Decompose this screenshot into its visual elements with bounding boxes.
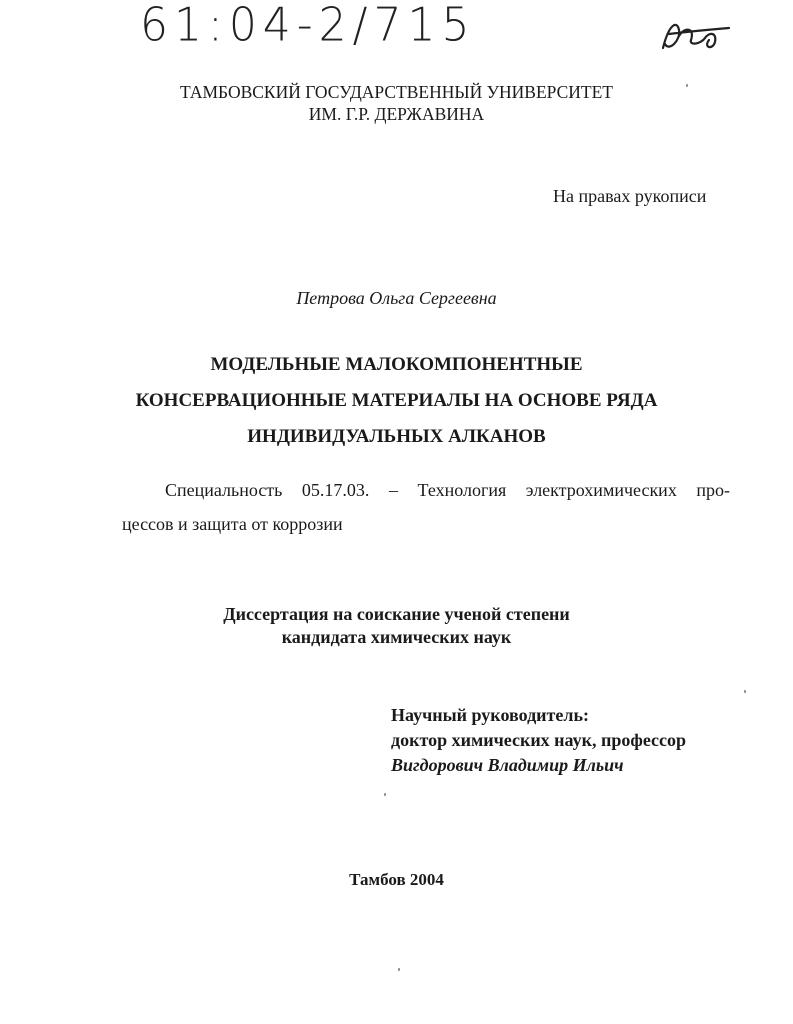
scan-speck [686, 84, 688, 87]
place-year: Тамбов 2004 [349, 870, 444, 889]
thesis-title [0, 347, 793, 455]
scan-speck [384, 793, 386, 796]
title-line-2: КОНСЕРВАЦИОННЫЕ МАТЕРИАЛЫ НА ОСНОВЕ РЯДА [135, 390, 658, 411]
scan-speck [398, 968, 400, 971]
title-line-3: ИНДИВИДУАЛЬНЫХ АЛКАНОВ [247, 426, 546, 447]
handwritten-code: 61:04-2/715 [140, 0, 476, 53]
specialty-line-1: Специальность 05.17.03. – Технология электрохимических про- [165, 480, 730, 500]
scan-speck [744, 690, 746, 693]
signature-icon [655, 14, 735, 60]
dissertation-line-2: кандидата химических наук [281, 627, 512, 647]
supervisor-name: Вигдорович Владимир Ильич [391, 755, 624, 775]
university-name [0, 81, 793, 125]
university-line-1: ТАМБОВСКИЙ ГОСУДАРСТВЕННЫЙ УНИВЕРСИТЕТ [180, 82, 613, 102]
supervisor-label: Научный руководитель: [391, 705, 589, 725]
university-line-2: ИМ. Г.Р. ДЕРЖАВИНА [308, 104, 485, 124]
dissertation-type [0, 603, 793, 649]
title-line-1: МОДЕЛЬНЫЕ МАЛОКОМПОНЕНТНЫЕ [210, 354, 583, 375]
rights-note: На правах рукописи [553, 186, 707, 206]
specialty-line-2: цессов и защита от коррозии [122, 514, 343, 534]
dissertation-line-1: Диссертация на соискание ученой степени [223, 604, 570, 624]
supervisor-degree: доктор химических наук, профессор [391, 730, 687, 750]
author-name: Петрова Ольга Сергеевна [296, 288, 497, 308]
